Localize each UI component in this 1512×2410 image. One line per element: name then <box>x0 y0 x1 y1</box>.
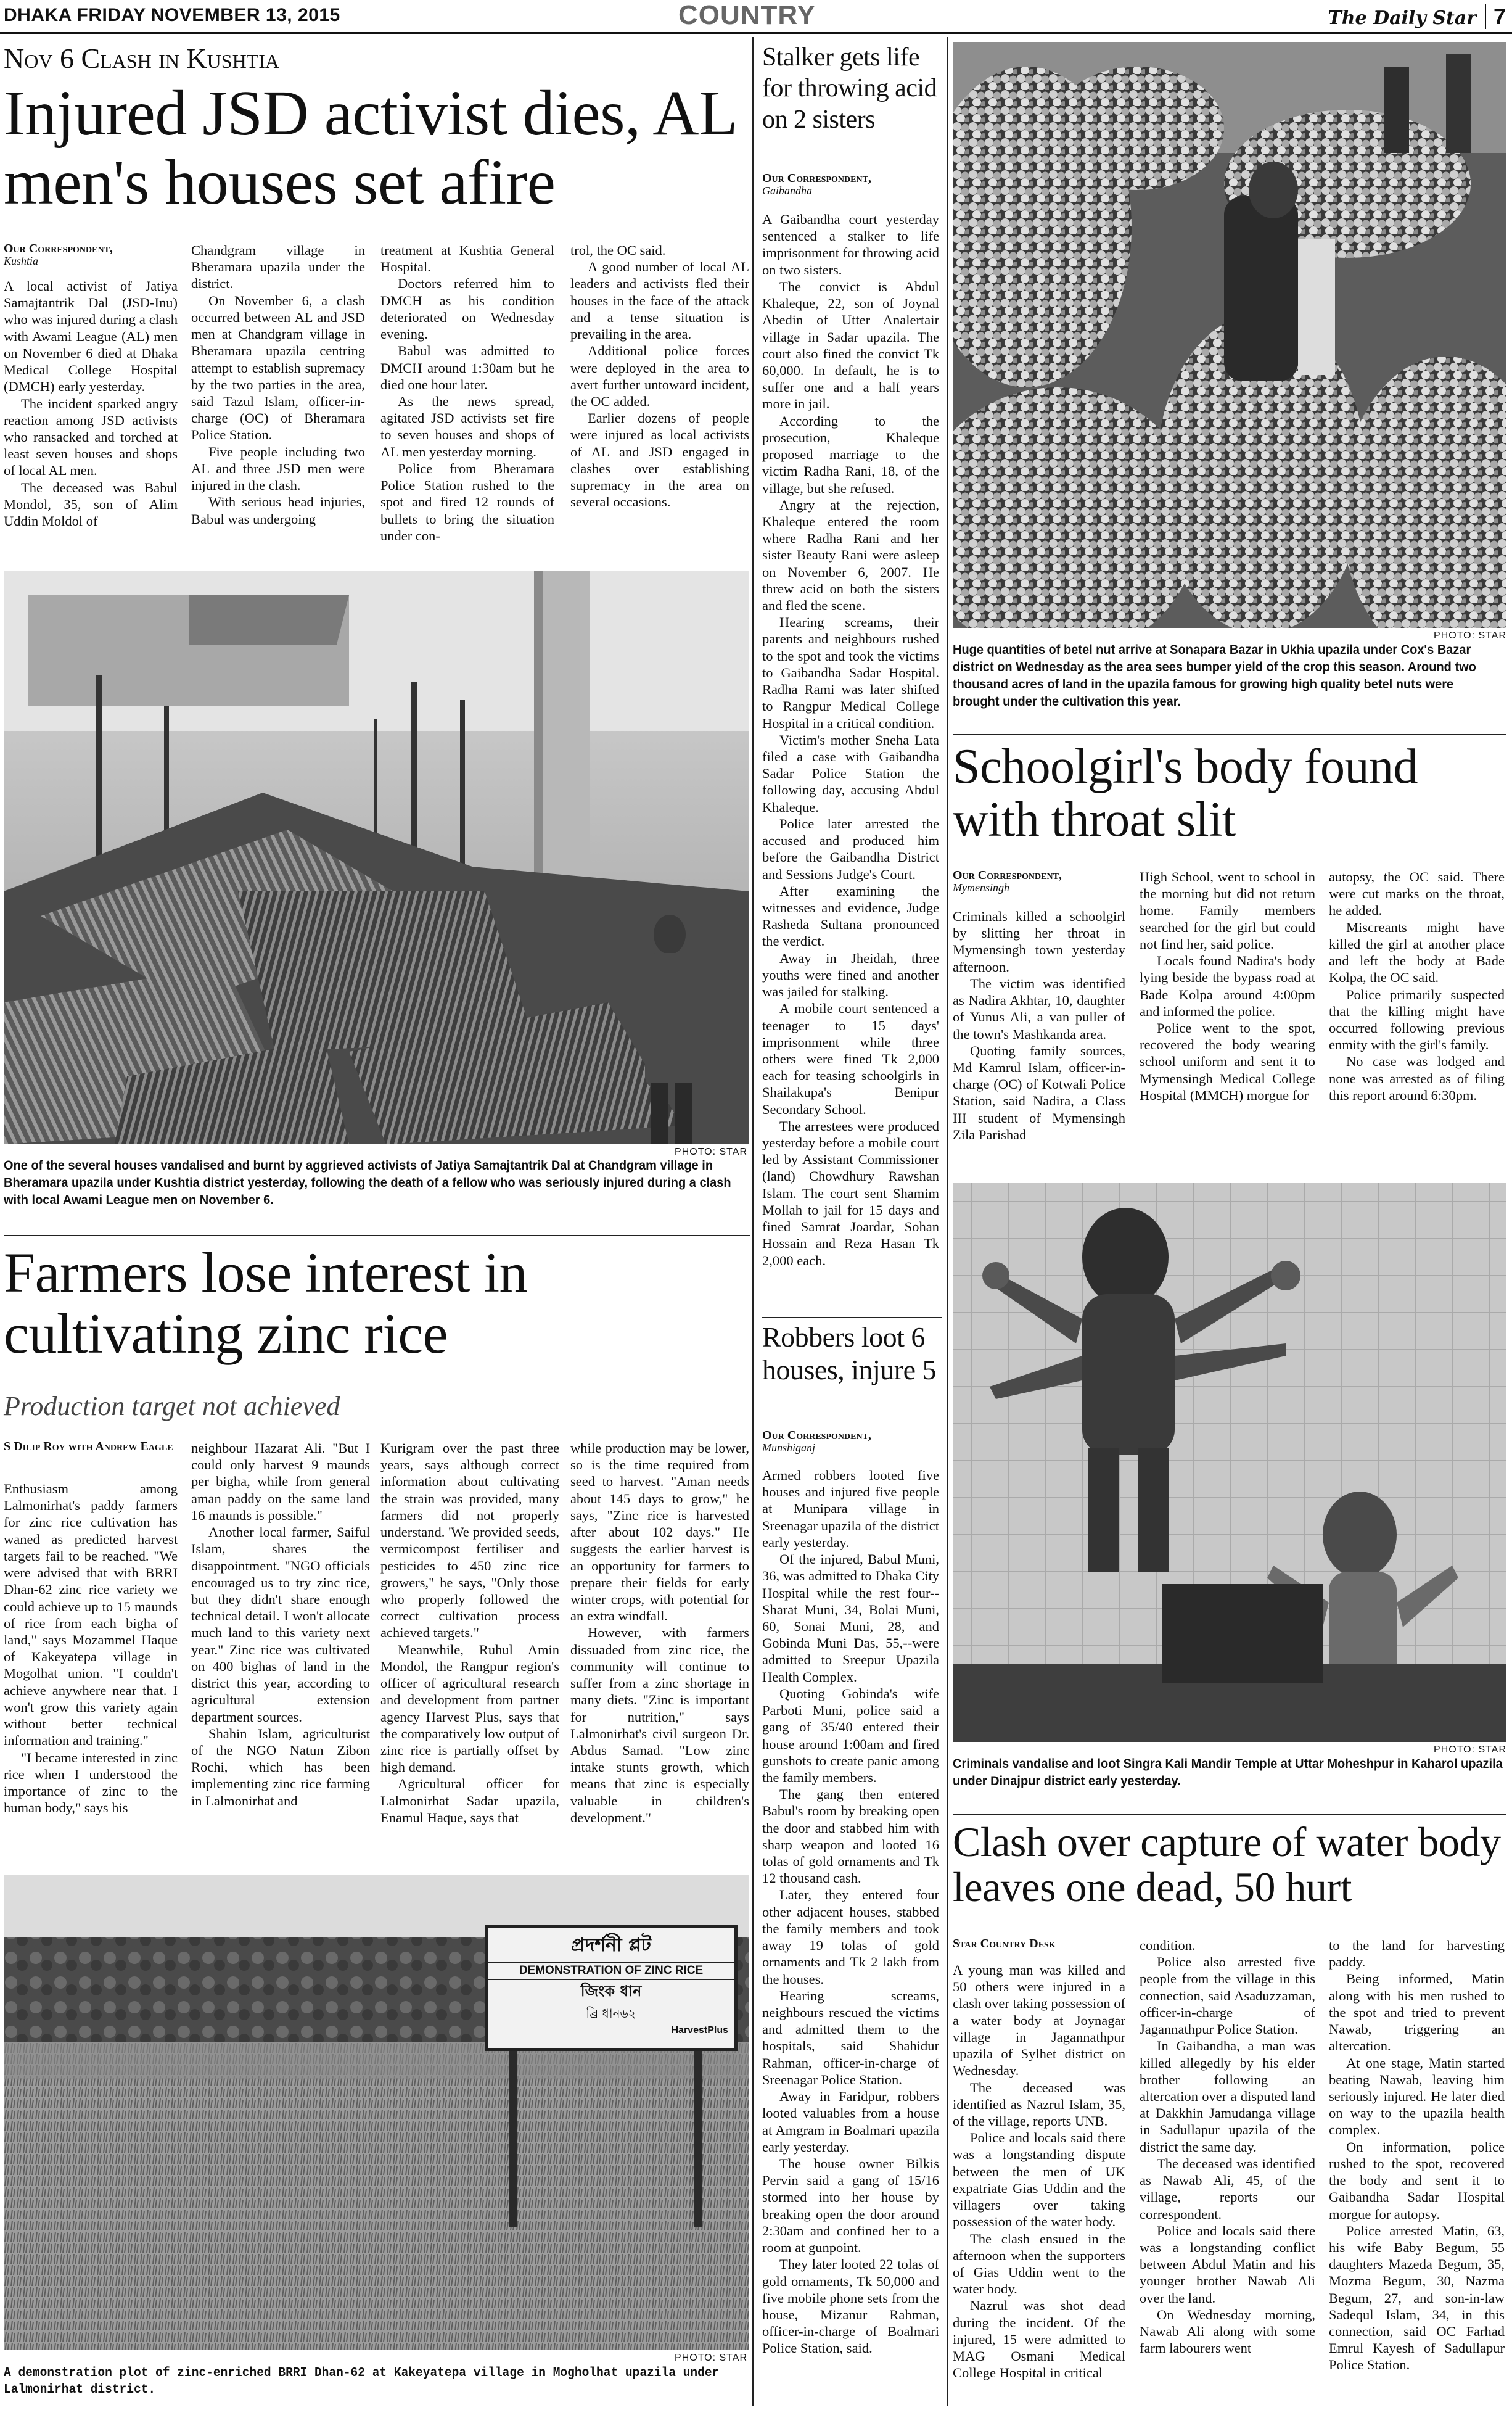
paragraph: Being informed, Matin along with his men rushed to the spot and tried to prevent Nawab, triggering an altercation. <box>1329 1971 1505 2054</box>
byline-text: Our Correspondent, <box>762 1429 871 1442</box>
paragraph: Locals found Nadira's body lying beside the bypass road at Bade Kolpa around 4:00pm and informed the police. <box>1140 953 1315 1019</box>
dateline: Kushtia <box>4 255 39 267</box>
photo-credit: PHOTO: STAR <box>1434 1744 1506 1755</box>
clash-col-3 <box>1329 1937 1505 2374</box>
paragraph: Another local farmer, Saiful Islam, shares the disappointment. "NGO officials encouraged us to try zinc rice, but they didn't share enough technical detail. I won't allocate much land to this variety next year." Zinc rice was cultivated on 400 bighas of land in the district this year, according to agricultural extension department sources. <box>191 1524 370 1725</box>
stalker-body <box>762 211 939 1269</box>
paragraph: Criminals killed a schoolgirl by slitting her throat in Mymensingh town yesterday afternoon. <box>953 909 1125 975</box>
clash-headline: Clash over capture of water body leaves one dead, 50 hurt <box>953 1818 1501 1911</box>
paragraph: Nazrul was shot dead during the incident. Of the injured, 15 were admitted to MAG Osmani Medical College Hospital in critical <box>953 2298 1125 2381</box>
zinc-col-4 <box>570 1440 749 1826</box>
paragraph: The victim was identified as Nadira Akhtar, 10, daughter of Yunus Ali, a van puller of the town's Mashkanda area. <box>953 975 1125 1042</box>
paragraph: No case was lodged and none was arrested as of filing this report around 6:30pm. <box>1329 1054 1505 1103</box>
paragraph: The gang then entered Babul's room by breaking open the door and stabbed him with sharp weapon and looted 16 tolas of gold ornaments and Tk 12 thousand cash. <box>762 1786 939 1886</box>
jsd-kicker: Nov 6 Clash in Kushtia <box>4 43 279 74</box>
paragraph: Later, they entered four other adjacent houses, stabbed the family members and took away 19 tolas of gold ornaments and Tk 2 lakh from the houses. <box>762 1887 939 1987</box>
jsd-headline: Injured JSD activist dies, AL men's houses set afire <box>4 78 736 218</box>
paragraph: As the news spread, agitated JSD activists set fire to seven houses and shops of AL men yesterday morning. <box>380 393 554 460</box>
paragraph: A good number of local AL leaders and activists fled their houses in the face of the attack and a tense situation is prevailing in the area. <box>570 259 749 342</box>
masthead-date: DHAKA FRIDAY NOVEMBER 13, 2015 <box>4 5 340 25</box>
clash-col-2 <box>1140 1937 1315 2356</box>
paragraph: After examining the witnesses and evidence, Judge Rasheda Sultana pronounced the verdict. <box>762 883 939 949</box>
paragraph: On November 6, a clash occurred between AL and JSD men at Chandgram village in Bheramara upazila centring attempt to establish supremacy by the two parties in the area, said Tazul Islam, officer-in-charge (OC) of Bheramara Police Station. <box>191 292 365 443</box>
paragraph: Earlier dozens of people were injured as local activists of AL and JSD engaged in clashes over establishing supremacy in the area on several occasions. <box>570 410 749 510</box>
schoolgirl-col-3 <box>1329 869 1505 1104</box>
paragraph: The house owner Bilkis Pervin said a gang of 15/16 stormed into her house by breaking open the door around 2:30am and confined her to a room at gunpoint. <box>762 2155 939 2256</box>
betel-nut-image <box>953 42 1506 628</box>
paragraph: However, with farmers dissuaded from zinc rice, the community will continue to suffer from a zinc shortage in many diets. "Zinc is important for nutrition," says Lalmonirhat's civil surgeon Dr. Abdus Samad. "Low zinc intake stunts growth, which means that zinc is especially valuable in children's development." <box>570 1625 749 1825</box>
jsd-byline <box>4 242 183 268</box>
photo-credit: PHOTO: STAR <box>675 2353 747 2363</box>
betel-caption: Huge quantities of betel nut arrive at Sonapara Bazar in Ukhia upazila under Cox's Bazar district on Wednesday as the area sees bumper yield of the crop this season. Around two thousand acres of land in the upazila famous for growing high quality betel nuts were brought under the cultivation this year. <box>953 642 1476 709</box>
paragraph: A mobile court sentenced a teenager to 15 days' imprisonment while three others were fined Tk 2,000 each for teasing schoolgirls in Shailakupa's Benipur Secondary School. <box>762 1001 939 1117</box>
section-rule <box>953 1814 1506 1815</box>
paragraph: trol, the OC said. <box>570 242 666 258</box>
jsd-col-3 <box>380 242 554 544</box>
paragraph: On Wednesday morning, Nawab Ali along with some farm labourers went <box>1140 2306 1315 2356</box>
paragraph: In Gaibandha, a man was killed allegedly by his elder brother following an altercation over a disputed land at Dakkhin Jamudanga village in Sadullapur upazila of the district the same day. <box>1140 2038 1315 2155</box>
paragraph: A Gaibandha court yesterday sentenced a stalker to life imprisonment for throwing acid on two sisters. <box>762 212 939 278</box>
jsd-caption: One of the several houses vandalised and burnt by aggrieved activists of Jatiya Samajtantrik Dal at Chandgram village in Bheramara upazila under Kushtia district yesterday, following the death of a fellow who was seriously injured during a clash with local Awami League men on November 6. <box>4 1158 731 1207</box>
stalker-byline <box>762 171 941 197</box>
masthead <box>0 0 1512 34</box>
page-number: 7 <box>1485 4 1506 29</box>
demo-sign <box>485 1925 738 2051</box>
paragraph: while production may be lower, so is the time required from seed to harvest. "Aman needs about 145 days to grow," he says, "Zinc rice is harvested after about 102 days." He suggests the earlier harvest is an opportunity for farmers to prepare their fields for early winter crops, with potential for an extra windfall. <box>570 1440 749 1624</box>
jsd-col-2 <box>191 242 365 527</box>
masthead-right <box>1328 4 1506 30</box>
paragraph: The deceased was identified as Nawab Ali, 45, of the village, reports our correspondent. <box>1140 2155 1315 2222</box>
jsd-col-1 <box>4 278 178 529</box>
paragraph: Quoting Gobinda's wife Parboti Muni, police said a gang of 35/40 entered their house around 1:00am and fired gunshots to create panic among the family members. <box>762 1685 939 1785</box>
paragraph: Enthusiasm among Lalmonirhat's paddy farmers for zinc rice cultivation has waned as predicted harvest targets fail to be reached. "We were advised that with BRRI Dhan-62 zinc rice variety we could achieve up to 15 maunds of rice from each bigha of land," says Mozammel Haque of Kakeyatepa village in Mogolhat union. "I couldn't achieve anywhere near that. I won't grow this variety again without better technical information and training." <box>4 1481 178 1749</box>
temple-idols-image <box>953 1183 1506 1742</box>
paragraph: "I became interested in zinc rice when I understood the importance of zinc to the human body," says his <box>4 1749 178 1816</box>
betel-photo <box>953 42 1506 628</box>
paragraph: Away in Jheidah, three youths were fined and another was jailed for stalking. <box>762 950 939 1000</box>
sign-bangla-title: প্রদর্শনী প্লট <box>571 1934 651 1956</box>
paragraph: At one stage, Matin started beating Nawab, leaving him seriously injured. He later died on way to the upazila health complex. <box>1329 2055 1505 2138</box>
paragraph: Away in Faridpur, robbers looted valuables from a house at Amgram in Boalmari upazila early yesterday. <box>762 2089 939 2155</box>
dateline: Munshiganj <box>762 1442 816 1454</box>
paragraph: Quoting family sources, Md Kamrul Islam, officer-in-charge (OC) of Kotwali Police Station, said Nadira, a Class III student of Mymensingh Zila Parishad <box>953 1042 1125 1142</box>
paragraph: According to the prosecution, Khaleque proposed marriage to the victim Radha Rani, 18, of the village, but she refused. <box>762 413 939 496</box>
sign-bangla-sub: জিংক ধান <box>580 1983 642 2000</box>
robbers-byline <box>762 1429 941 1455</box>
zinc-col-1 <box>4 1480 178 1816</box>
paragraph: Additional police forces were deployed in the area to avert further untoward incident, the OC added. <box>570 343 749 409</box>
paragraph: The deceased was identified as Nazrul Islam, 35, of the village, reports UNB. <box>953 2079 1125 2129</box>
paragraph: Police went to the spot, recovered the body wearing school uniform and sent it to Mymensingh Medical College Hospital (MMCH) morgue for <box>1140 1020 1315 1103</box>
paragraph: The clash ensued in the afternoon when the supporters of Gias Uddin went to the water body. <box>953 2230 1125 2297</box>
byline-text: Our Correspondent, <box>762 171 871 185</box>
schoolgirl-col-1 <box>953 908 1125 1143</box>
clash-col-1 <box>953 1962 1125 2381</box>
stalker-headline: Stalker gets life for throwing acid on 2 sisters <box>762 43 937 134</box>
paragraph: Hearing screams, neighbours rescued the victims and admitted them to the hospitals, said Shahidur Rahman, officer-in-charge of Sreenagar Police Station. <box>762 1987 939 2087</box>
zinc-col-2 <box>191 1440 370 1809</box>
column-rule <box>752 37 754 2406</box>
paragraph: Armed robbers looted five houses and injured five people at Munipara village in Sreenagar upazila of the district early yesterday. <box>762 1467 939 1550</box>
column-rule <box>947 37 948 2406</box>
paragraph: High School, went to school in the morning but did not return home. Family members searched for the girl but could not find her, said police. <box>1140 869 1315 952</box>
paragraph: Meanwhile, Ruhul Amin Mondol, the Rangpur region's officer of agricultural research and development from partner agency Harvest Plus, says that the comparatively low output of zinc rice is partially offset by high demand. <box>380 1641 559 1775</box>
paragraph: The incident sparked angry reaction among JSD activists who ransacked and torched at least seven houses and shops of local AL men. <box>4 395 178 479</box>
byline-text: Our Correspondent, <box>953 869 1062 882</box>
paragraph: They later looted 22 tolas of gold ornaments, Tk 50,000 and five mobile phone sets from the house, Mizanur Rahman, officer-in-charge of Boalmari Police Station, said. <box>762 2256 939 2356</box>
paragraph: Police from Bheramara Police Station rushed to the spot and fired 12 rounds of bullets to bring the situation under con- <box>380 460 554 543</box>
zinc-byline: S Dilip Roy with Andrew Eagle <box>4 1440 173 1453</box>
sign-partner: HarvestPlus <box>671 2025 728 2036</box>
paragraph: Babul was admitted to DMCH around 1:30am but he died one hour later. <box>380 343 554 392</box>
paragraph: Police and locals said there was a longstanding conflict between Abdul Matin and his younger brother Nawab Ali over the land. <box>1140 2222 1315 2306</box>
paragraph: Kurigram over the past three years, says although correct information about cultivating the strain was provided, many farmers did not properly understand. 'We provided seeds, vermicompost fertiliser and pesticides to 450 zinc rice growers," he says, "Only those who properly followed the correct cultivation process achieved targets." <box>380 1440 559 1641</box>
photo-credit: PHOTO: STAR <box>675 1147 747 1157</box>
clash-byline: Star Country Desk <box>953 1937 1056 1950</box>
zinc-headline: Farmers lose interest in cultivating zinc rice <box>4 1241 528 1366</box>
paragraph: The deceased was Babul Mondol, 35, son of Alim Uddin Moldol of <box>4 479 178 529</box>
zinc-caption: A demonstration plot of zinc-enriched BRRI Dhan-62 at Kakeyatepa village in Mogholhat upazila under Lalmonirhat district. <box>4 2366 720 2398</box>
section-rule <box>4 1235 750 1236</box>
dateline: Mymensingh <box>953 881 1009 894</box>
sign-bangla-sub2: ব্রি ধান৬২ <box>586 2006 636 2021</box>
zinc-subhead: Production target not achieved <box>4 1391 340 1421</box>
paragraph: Police and locals said there was a longstanding dispute between the men of UK expatriate Gias Uddin and the villagers over taking possession of the water body. <box>953 2130 1125 2230</box>
schoolgirl-byline <box>953 869 1125 894</box>
paragraph: On information, police rushed to the spot, recovered the body and sent it to Gaibandha Sadar Hospital morgue for autopsy. <box>1329 2139 1505 2222</box>
paragraph: condition. <box>1140 1937 1196 1953</box>
paragraph: autopsy, the OC said. There were cut marks on the throat, he added. <box>1329 869 1505 918</box>
paragraph: Of the injured, Babul Muni, 36, was admitted to Dhaka City Hospital while the rest four--Sharat Muni, 34, Bolai Muni, 60, Sonai Muni, 28, and Gobinda Muni Das, 55,--were admitted to Sreepur Upazila Health Complex. <box>762 1551 939 1685</box>
paragraph: neighbour Hazarat Ali. "But I could only harvest 9 maunds per bigha, while from general aman paddy on the same land 16 maunds is possible." <box>191 1440 370 1523</box>
paragraph: Police arrested Matin, 63, his wife Baby Begum, 55 daughters Mazeda Begum, 35, Mozma Begum, 30, Nazma Begum, 27, and son-in-law Sadequl Islam, 34, in this connection, said OC Farhad Emrul Kayesh of Sadullapur Police Station. <box>1329 2222 1505 2373</box>
paragraph: Police later arrested the accused and produced him before the Gaibandha District and Sessions Judge's Court. <box>762 815 939 882</box>
jsd-col-4 <box>570 242 749 511</box>
paragraph: With serious head injuries, Babul was undergoing <box>191 494 365 527</box>
paragraph: A young man was killed and 50 others were injured in a clash over taking possession of a water body at Joynagar village in Jagannathpur upazila of Sylhet district on Wednesday. <box>953 1962 1125 2079</box>
zinc-photo <box>4 1875 749 2350</box>
paragraph: Chandgram village in Bheramara upazila under the district. <box>191 242 365 292</box>
dateline: Gaibandha <box>762 184 812 197</box>
burnt-houses-image <box>4 571 749 1144</box>
paragraph: to the land for harvesting paddy. <box>1329 1937 1505 1970</box>
paragraph: Five people including two AL and three JSD men were injured in the clash. <box>191 444 365 493</box>
paragraph: Shahin Islam, agriculturist of the NGO Natun Zibon Rochi, which has been implementing zinc rice farming in Lalmonirhat and <box>191 1725 370 1809</box>
zinc-col-3 <box>380 1440 559 1826</box>
schoolgirl-headline: Schoolgirl's body found with throat slit <box>953 740 1418 848</box>
paragraph: Miscreants might have killed the girl at another place and left the body at Bade Kolpa, the OC said. <box>1329 919 1505 986</box>
sign-title: DEMONSTRATION OF ZINC RICE <box>488 1962 734 1980</box>
paper-logo: The Daily Star <box>1328 7 1476 29</box>
paragraph: Victim's mother Sneha Lata filed a case with Gaibandha Sadar Police Station the following day, accusing Abdul Khaleque. <box>762 732 939 815</box>
paragraph: The convict is Abdul Khaleque, 22, son of Joynal Abedin of Utter Analertair village in Sadar upazila. The court also fined the convict Tk 60,000. In default, he is to suffer one and a half years more in jail. <box>762 278 939 412</box>
paragraph: Angry at the rejection, Khaleque entered the room where Radha Rani and her sister Beauty Rani were asleep on November 6, 2007. He threw acid on both the sisters and fled the scene. <box>762 497 939 614</box>
section-rule <box>762 1317 942 1318</box>
paragraph: treatment at Kushtia General Hospital. <box>380 242 554 275</box>
temple-caption: Criminals vandalise and loot Singra Kali Mandir Temple at Uttar Moheshpur in Kaharol upazila under Dinajpur district early yesterday. <box>953 1756 1503 1788</box>
section-rule <box>953 734 1506 735</box>
paragraph: Agricultural officer for Lalmonirhat Sadar upazila, Enamul Haque, says that <box>380 1776 559 1825</box>
robbers-body <box>762 1467 939 2357</box>
robbers-headline: Robbers loot 6 houses, injure 5 <box>762 1321 937 1385</box>
temple-photo <box>953 1183 1506 1742</box>
byline-text: Our Correspondent, <box>4 242 113 255</box>
paragraph: Police also arrested five people from the village in this connection, said Asaduzzaman, officer-in-charge of Jagannathpur Police Station. <box>1140 1954 1315 2037</box>
schoolgirl-col-2 <box>1140 869 1315 1104</box>
paragraph: Doctors referred him to DMCH as his condition deteriorated on Wednesday evening. <box>380 276 554 342</box>
paragraph: Police primarily suspected that the killing might have occurred following previous enmity with the girl's family. <box>1329 986 1505 1053</box>
section-name: COUNTRY <box>678 0 816 30</box>
photo-credit: PHOTO: STAR <box>1434 630 1506 641</box>
jsd-photo <box>4 571 749 1144</box>
paragraph: Hearing screams, their parents and neighbours rushed to the spot and took the victims to Gaibandha Sadar Hospital. Radha Rami was later shifted to Rangpur Medical College Hospital in a critical condition. <box>762 614 939 731</box>
paragraph: A local activist of Jatiya Samajtantrik Dal (JSD-Inu) who was injured during a clash with Awami League (AL) men on November 6 died at Dhaka Medical College Hospital (DMCH) early yesterday. <box>4 278 178 395</box>
paragraph: The arrestees were produced yesterday before a mobile court led by Assistant Commissioner (land) Chowdhury Rawshan Islam. The court sent Shamim Mollah to jail for 15 days and fined Samrat Joardar, Sohan Hossain and Reza Hasan Tk 2,000 each. <box>762 1118 939 1268</box>
